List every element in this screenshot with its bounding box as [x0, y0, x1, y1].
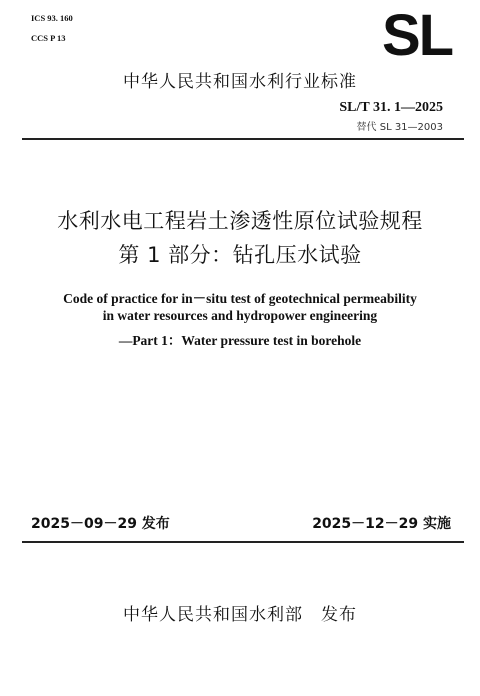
header-rule [22, 138, 464, 140]
implement-date: 2025－12－29 实施 [312, 516, 451, 532]
ccs-code: CCS P 13 [31, 33, 66, 43]
sl-logo [372, 10, 462, 60]
title-en-line2: in water resources and hydropower engineering [102, 308, 378, 323]
publisher: 中华人民共和国水利部 发布 [123, 605, 357, 625]
issue-date: 2025－09－29 发布 [31, 516, 170, 532]
standard-number: SL/T 31. 1—2025 [339, 100, 443, 115]
standard-title: 中华人民共和国水利行业标准 [123, 72, 357, 92]
logo-text: SL [381, 10, 453, 60]
title-zh-line2: 第 1 部分：钻孔压水试验 [118, 243, 362, 267]
title-en-line1: Code of practice for in－situ test of geotechnical permeability [63, 291, 417, 306]
title-zh-line1: 水利水电工程岩土渗透性原位试验规程 [57, 209, 423, 233]
replaces-note: 替代 SL 31—2003 [356, 122, 443, 133]
footer-rule [22, 541, 464, 543]
title-en-line3: —Part 1：Water pressure test in borehole [118, 333, 362, 348]
ics-code: ICS 93. 160 [31, 13, 73, 23]
